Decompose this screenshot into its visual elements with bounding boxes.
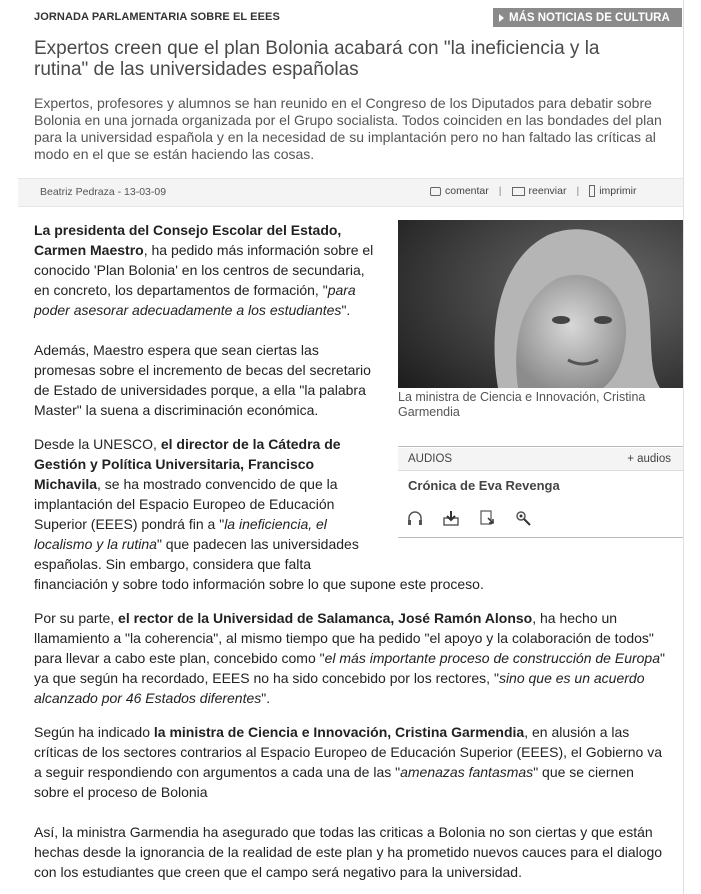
article-tools	[430, 185, 637, 197]
byline: Beatriz Pedraza - 13-03-09	[40, 186, 167, 198]
text: "	[660, 650, 665, 666]
photo-caption: La ministra de Ciencia e Innovación, Cristina Garmendia	[398, 390, 646, 419]
bold-text: Michavila	[34, 476, 98, 492]
text: a seguir respondiendo con argumentos a cada una de las "	[34, 764, 401, 780]
podcast-icon[interactable]	[514, 509, 532, 527]
text: " que padecen las universidades	[156, 536, 359, 552]
text: implantación del Espacio Europeo de Educación	[34, 496, 335, 512]
bold-text: el director de la Cátedra de	[160, 436, 341, 452]
bold-text: Gestión y Política Universitaria, Francisco	[34, 456, 315, 472]
text: ".	[261, 690, 271, 706]
text: españolas. Sin embargo, considera que falta	[34, 556, 312, 572]
text: conocido 'Plan Bolonia' en los centros de secundaria,	[34, 262, 365, 278]
text: ".	[341, 302, 351, 318]
forward-link[interactable]: reenviar	[528, 185, 567, 197]
audios-title: AUDIOS	[408, 453, 453, 465]
tools-separator: |	[498, 185, 502, 197]
italic-text: el más importante proceso de construcción de Europa	[324, 650, 660, 666]
italic-text: amenazas fantasmas	[400, 764, 534, 780]
paragraph-6	[34, 822, 684, 882]
text: Superior (EEES) pondrá fin a "	[34, 516, 225, 532]
italic-text: alcanzado por 46 Estados diferentes	[34, 690, 262, 706]
bold-text: la ministra de Ciencia e Innovación, Cristina Garmendia	[153, 724, 525, 740]
text: Según ha indicado	[34, 724, 154, 740]
text: ya que según ha recordado, EEES no ha sido concebido por los rectores, "	[34, 670, 499, 686]
paragraph-1	[34, 220, 394, 320]
bold-text: La presidenta del Consejo Escolar del Estado,	[34, 222, 342, 238]
text: críticas de los sectores contrarios al Espacio Europeo de Educación Superior (EEES), el Gobierno va	[34, 744, 662, 760]
paragraph-4	[34, 608, 684, 708]
italic-text: la ineficiencia, el	[224, 516, 327, 532]
print-icon	[589, 185, 595, 197]
article-headline: Expertos creen que el plan Bolonia acabará con "la ineficiencia y la rutina" de las universidades españolas	[34, 38, 600, 80]
text: Por su parte,	[34, 610, 119, 626]
text: Así, la ministra Garmendia ha asegurado que todas las criticas a Bolonia no son ciertas y que están	[34, 824, 653, 840]
bold-text: Carmen Maestro	[34, 242, 144, 258]
embed-icon[interactable]	[478, 509, 496, 527]
italic-text: para	[327, 282, 356, 298]
paragraph-5	[34, 722, 684, 802]
print-link[interactable]: imprimir	[599, 185, 637, 197]
bold-text: el rector de la Universidad de Salamanca, José Ramón Alonso	[118, 610, 533, 626]
text: Desde la UNESCO,	[34, 436, 161, 452]
italic-text: sino que es un acuerdo	[498, 670, 645, 686]
text: , ha hecho un	[532, 610, 618, 626]
article-photo	[398, 220, 683, 388]
text: financiación y sobre todo información sobre lo que supone este proceso.	[34, 576, 484, 592]
tools-separator: |	[576, 185, 580, 197]
text: con los estudiantes que creen que el campo será negativo para la universidad.	[34, 864, 522, 880]
text: de Estado de universidades porque, a ella "la palabra	[34, 382, 366, 398]
audios-box	[398, 446, 683, 538]
text: para llevar a cabo este plan, concebido como "	[34, 650, 325, 666]
text: Master" la suena a discriminación económica.	[34, 402, 319, 418]
more-news-button[interactable]	[493, 8, 682, 27]
more-audios-link[interactable]: + audios	[627, 453, 671, 465]
text: llamamiento a "la coherencia", al mismo tiempo que ha pedido "el apoyo y la colaboración de todos"	[34, 630, 654, 646]
download-icon[interactable]	[442, 509, 460, 527]
paragraph-2	[34, 340, 394, 420]
italic-text: poder asesorar adecuadamente a los estudiantes	[34, 302, 342, 318]
comment-link[interactable]: comentar	[445, 185, 489, 197]
arrow-right-icon	[499, 14, 504, 22]
audios-header	[398, 448, 683, 471]
text: sobre el proceso de Bolonia	[34, 784, 208, 800]
article-lead: Expertos, profesores y alumnos se han reunido en el Congreso de los Diputados para debatir sobre Bolonia en una jornada organizada por el Grupo socialista. Todos coinciden en las bondades del plan para la universidad española y en la necesidad de su implantación pero no han faltado las críticas al modo en el que se están haciendo las cosas.	[34, 95, 662, 162]
more-news-label: MÁS NOTICIAS DE CULTURA	[509, 11, 670, 24]
text: promesas sobre el incremento de becas del secretario	[34, 362, 371, 378]
audio-item-title[interactable]: Crónica de Eva Revenga	[408, 478, 560, 493]
portrait-image	[398, 220, 683, 388]
text: , ha pedido más información sobre el	[143, 242, 374, 258]
text: Además, Maestro espera que sean ciertas las	[34, 342, 319, 358]
comment-icon	[430, 187, 441, 196]
text: , en alusión a las	[524, 724, 630, 740]
text: hechas desde la ignorancia de la realidad de este plan y ha prometido nuevos cauces para el dialogo	[34, 844, 663, 860]
text: " que se ciernen	[533, 764, 634, 780]
text: en concreto, los departamentos de formación, "	[34, 282, 328, 298]
text: , se ha mostrado convencido de que la	[97, 476, 338, 492]
audio-actions	[406, 509, 532, 527]
section-label: JORNADA PARLAMENTARIA SOBRE EL EEES	[34, 11, 280, 23]
mail-icon	[512, 187, 525, 196]
headphones-icon[interactable]	[406, 509, 424, 527]
italic-text: localismo y la rutina	[34, 536, 157, 552]
